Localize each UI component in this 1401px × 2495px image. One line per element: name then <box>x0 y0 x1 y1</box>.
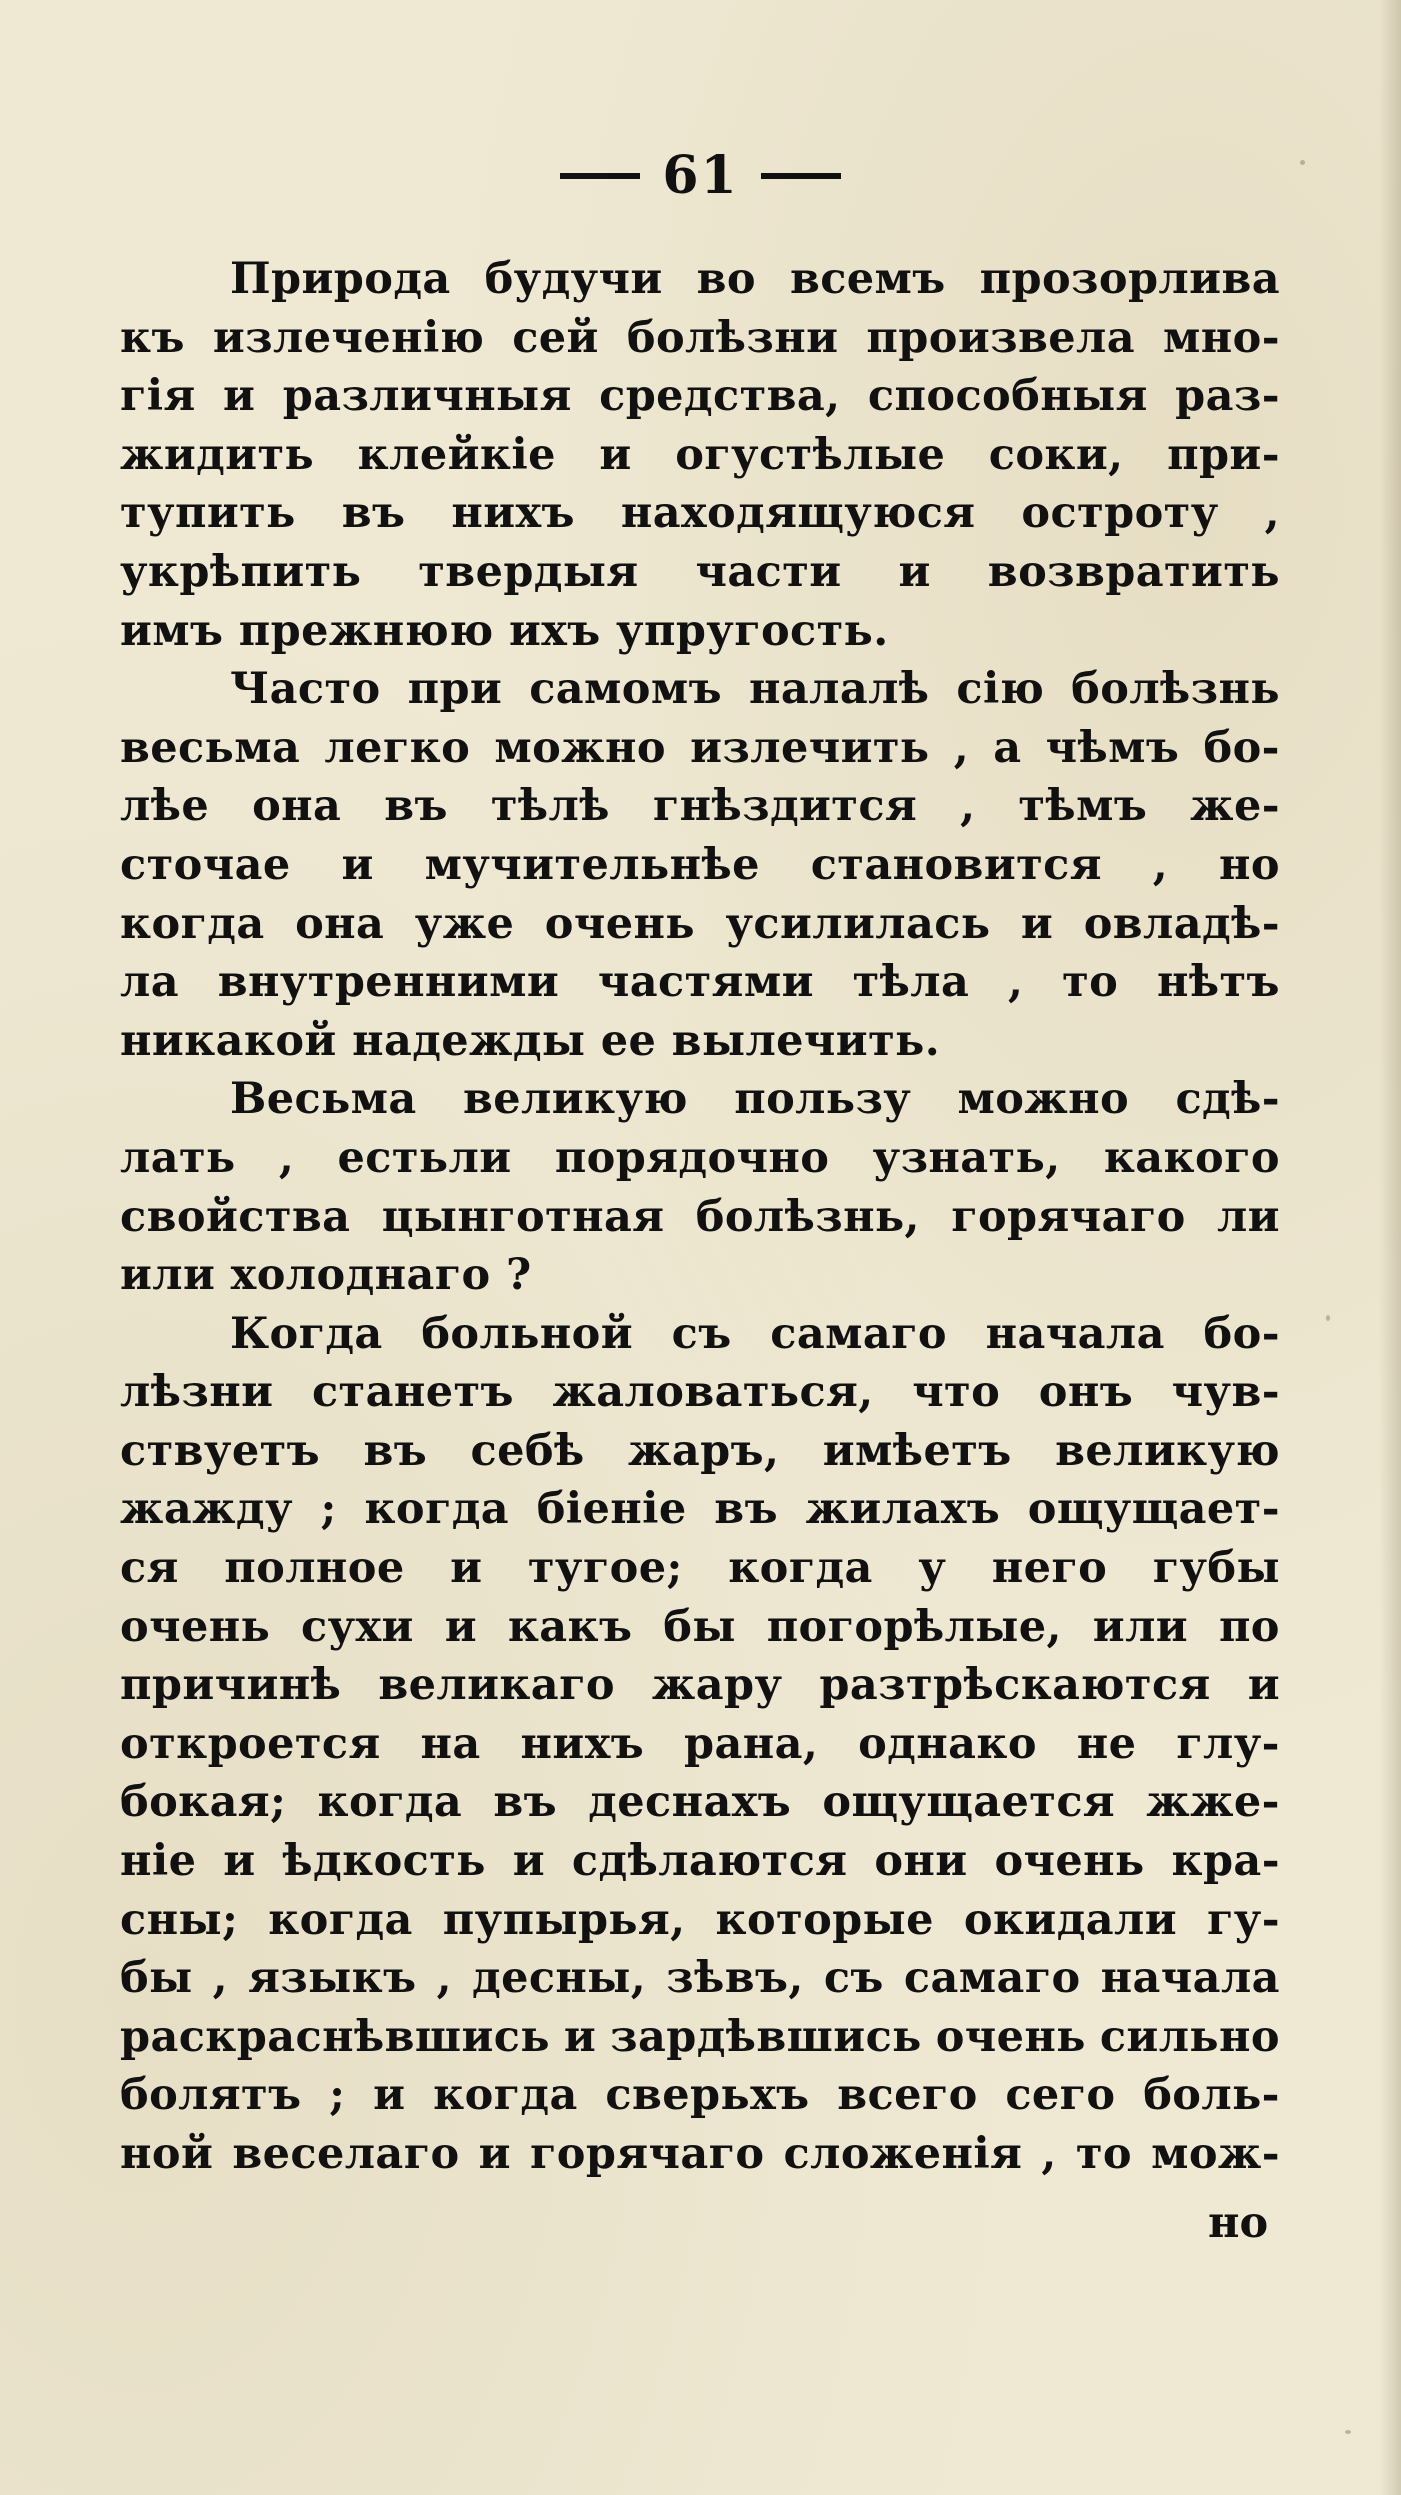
word: , <box>1008 957 1024 1008</box>
word: нiе <box>120 1836 197 1887</box>
text-line <box>120 484 1280 543</box>
word: прозорлива <box>979 254 1280 304</box>
word: огустѣлые <box>675 429 946 480</box>
text-line <box>120 1305 1280 1364</box>
word: начала <box>1100 1953 1280 2004</box>
word: тугое; <box>527 1543 683 1594</box>
word: возвратить <box>987 546 1280 597</box>
text-line <box>120 2125 1280 2184</box>
word: ; <box>329 2070 346 2121</box>
word: боль- <box>1143 2070 1280 2121</box>
text-line <box>120 1656 1280 1715</box>
word: ѣдкость <box>282 1836 486 1887</box>
word: , <box>1264 488 1280 539</box>
word: мож- <box>1151 2129 1280 2179</box>
word: жаръ, <box>628 1425 780 1476</box>
word: сдѣлаются <box>571 1836 848 1887</box>
line-text: никакой надежды ее вылечить. <box>120 1015 941 1066</box>
word: когда <box>120 898 265 949</box>
word: налалѣ <box>748 664 930 715</box>
word: способныя <box>867 371 1148 422</box>
word: естьли <box>337 1132 512 1183</box>
word: ; <box>320 1484 337 1535</box>
word: по <box>1218 1601 1280 1652</box>
word: и <box>512 1836 546 1887</box>
word: средства, <box>599 371 841 422</box>
text-line <box>120 1188 1280 1247</box>
word: рана, <box>684 1718 819 1769</box>
word: лѣзни <box>120 1367 274 1418</box>
word: кра- <box>1171 1836 1280 1887</box>
word: откроется <box>120 1718 381 1769</box>
word: пользу <box>734 1074 912 1125</box>
word: въ <box>384 781 448 832</box>
word: горячаго <box>530 2129 765 2179</box>
word: и <box>563 2011 597 2062</box>
word: онъ <box>1038 1367 1134 1418</box>
word: не <box>1076 1718 1137 1769</box>
word: при- <box>1167 429 1280 480</box>
text-line <box>120 543 1280 602</box>
word: весьма <box>120 722 301 773</box>
word: Часто <box>230 664 381 715</box>
word: и <box>599 429 632 480</box>
word: окидали <box>963 1894 1178 1945</box>
word: можно <box>957 1074 1130 1125</box>
word: бо- <box>1203 722 1280 773</box>
word: на <box>420 1718 481 1769</box>
word: очень <box>120 1601 271 1652</box>
word: во <box>696 254 757 304</box>
word: ла <box>120 957 179 1008</box>
text-line <box>120 953 1280 1012</box>
word: ствуетъ <box>120 1425 321 1476</box>
text-line <box>120 1070 1280 1129</box>
body-text <box>120 250 1280 2184</box>
word: ли <box>1216 1191 1280 1242</box>
text-line <box>120 602 1280 661</box>
word: въ <box>341 488 406 539</box>
word: ощущается <box>822 1777 1116 1828</box>
catchword: но <box>1208 2198 1269 2248</box>
word: сухи <box>301 1601 414 1652</box>
word: уже <box>414 898 515 949</box>
word: себѣ <box>470 1425 585 1476</box>
word: она <box>295 898 385 949</box>
word: у <box>918 1543 947 1594</box>
word: великую <box>1055 1425 1280 1476</box>
text-line <box>120 1129 1280 1188</box>
word: но <box>1219 839 1280 890</box>
word: когда <box>317 1777 463 1828</box>
word: , <box>1041 2129 1057 2179</box>
word: произвела <box>866 312 1135 363</box>
word: разтрѣскаются <box>819 1660 1211 1711</box>
word: различныя <box>282 371 572 422</box>
word: ощущает- <box>1027 1484 1280 1535</box>
text-line <box>120 1832 1280 1891</box>
word: раскраснѣвшись <box>120 2011 550 2062</box>
word: сильно <box>1099 2011 1280 2062</box>
word: твердыя <box>418 546 639 597</box>
word: однако <box>858 1718 1037 1769</box>
page-header <box>0 145 1401 206</box>
word: то <box>1062 957 1119 1008</box>
word: сверьхъ <box>605 2070 810 2121</box>
paper-speck <box>1326 1315 1330 1321</box>
word: имѣетъ <box>822 1425 1012 1476</box>
word: , <box>278 1132 295 1183</box>
word: усилилась <box>725 898 991 949</box>
word: порядочно <box>554 1132 830 1183</box>
text-line <box>120 2066 1280 2125</box>
word: Весьма <box>230 1074 417 1125</box>
word: пупырья, <box>442 1894 686 1945</box>
word: зѣвъ, <box>666 1953 804 2004</box>
word: гнѣздится <box>652 781 918 832</box>
word: погорѣлые, <box>766 1601 1062 1652</box>
word: бiенiе <box>536 1484 687 1535</box>
word: жаловаться, <box>552 1367 874 1418</box>
word: сложенiя <box>783 2129 1023 2179</box>
text-line <box>120 1773 1280 1832</box>
word: великаго <box>378 1660 615 1711</box>
paper-speck <box>1345 2430 1351 2434</box>
text-line <box>120 660 1280 719</box>
word: и <box>373 2070 406 2121</box>
word: , <box>436 1953 452 2004</box>
word: жже- <box>1146 1777 1280 1828</box>
word: бы <box>663 1601 736 1652</box>
word: и <box>450 1543 483 1594</box>
text-line <box>120 836 1280 895</box>
word: болятъ <box>120 2070 302 2121</box>
text-line <box>120 1246 1280 1305</box>
word: находящуюся <box>620 488 976 539</box>
text-line <box>120 777 1280 836</box>
word: начала <box>985 1308 1165 1359</box>
text-line <box>120 1480 1280 1539</box>
word: ся <box>120 1543 179 1594</box>
word: въ <box>493 1777 558 1828</box>
word: и <box>478 2129 511 2179</box>
word: излечить <box>690 722 930 773</box>
word: всемъ <box>789 254 946 304</box>
page-number: 61 <box>662 145 739 206</box>
word: излеченiю <box>212 312 485 363</box>
word: внутренними <box>217 957 560 1008</box>
word: клейкiе <box>357 429 556 480</box>
word: тѣлѣ <box>490 781 610 832</box>
word: губы <box>1152 1543 1280 1594</box>
word: цынготная <box>381 1191 665 1242</box>
word: и <box>1247 1660 1280 1711</box>
word: станетъ <box>311 1367 514 1418</box>
word: съ <box>823 1953 884 2004</box>
text-line <box>120 719 1280 778</box>
word: жару <box>651 1660 783 1711</box>
word: , <box>960 781 976 832</box>
word: гiя <box>120 371 196 422</box>
word: сей <box>512 312 599 363</box>
word: веселаго <box>232 2129 460 2179</box>
word: больной <box>421 1308 634 1359</box>
text-line <box>120 1012 1280 1071</box>
word: тѣла <box>852 957 970 1008</box>
word: и <box>341 839 374 890</box>
word: , <box>212 1953 229 2004</box>
word: которые <box>715 1894 934 1945</box>
word: болѣзнь <box>1071 664 1280 715</box>
word: жидить <box>120 429 315 480</box>
word: сточае <box>120 839 291 890</box>
word: самаго <box>770 1308 947 1359</box>
word: горячаго <box>951 1191 1186 1242</box>
word: и <box>223 1836 256 1887</box>
word: когда <box>268 1894 413 1945</box>
word: и <box>223 371 256 422</box>
word: мно- <box>1163 312 1280 363</box>
word: чѣмъ <box>1045 722 1180 773</box>
word: очень <box>994 1836 1145 1887</box>
word: какъ <box>507 1601 633 1652</box>
word: укрѣпить <box>120 546 362 597</box>
word: сего <box>1005 2070 1116 2121</box>
text-line <box>120 1715 1280 1774</box>
paper-speck <box>1300 160 1305 165</box>
word: соки, <box>988 429 1124 480</box>
word: же- <box>1190 781 1280 832</box>
word: въ <box>363 1425 428 1476</box>
word: или <box>1092 1601 1189 1652</box>
word: и <box>1020 898 1054 949</box>
word: сiю <box>956 664 1045 715</box>
text-line <box>120 1891 1280 1950</box>
word: будучи <box>484 254 663 304</box>
text-line <box>120 1539 1280 1598</box>
word: зардѣвшись <box>610 2011 922 2062</box>
word: десны, <box>472 1953 647 2004</box>
word: , <box>1152 839 1169 890</box>
word: что <box>912 1367 1001 1418</box>
word: становится <box>810 839 1102 890</box>
text-line <box>120 426 1280 485</box>
word: остроту <box>1021 488 1219 539</box>
word: бо- <box>1203 1308 1280 1359</box>
text-line <box>120 1949 1280 2008</box>
word: узнать, <box>872 1132 1061 1183</box>
word: то <box>1075 2129 1132 2179</box>
word: мучительнѣе <box>424 839 760 890</box>
word: жажду <box>120 1484 293 1535</box>
word: когда <box>364 1484 510 1535</box>
word: причинѣ <box>120 1660 342 1711</box>
word: него <box>991 1543 1108 1594</box>
word: самаго <box>903 1953 1081 2004</box>
text-line <box>120 2008 1280 2067</box>
text-line <box>120 895 1280 954</box>
header-dash-left <box>560 173 640 179</box>
word: можно <box>494 722 666 773</box>
word: великую <box>462 1074 688 1125</box>
word: они <box>874 1836 968 1887</box>
text-line <box>120 367 1280 426</box>
word: раз- <box>1175 371 1280 422</box>
word: тупить <box>120 488 296 539</box>
word: Природа <box>230 254 451 304</box>
text-line <box>120 250 1280 309</box>
word: нѣтъ <box>1156 957 1280 1008</box>
word: самомъ <box>529 664 723 715</box>
word: овладѣ- <box>1083 898 1280 949</box>
word: Когда <box>230 1308 383 1359</box>
word: тѣмъ <box>1018 781 1148 832</box>
word: очень <box>544 898 695 949</box>
word: при <box>407 664 503 715</box>
word: легко <box>324 722 471 773</box>
text-line <box>120 309 1280 368</box>
word: и <box>444 1601 477 1652</box>
word: когда <box>728 1543 873 1594</box>
word: глу- <box>1176 1718 1280 1769</box>
word: свойства <box>120 1191 351 1242</box>
word: она <box>252 781 342 832</box>
word: очень <box>935 2011 1086 2062</box>
word: бы <box>120 1953 193 2004</box>
word: сдѣ- <box>1175 1074 1280 1125</box>
word: лѣе <box>120 781 210 832</box>
line-text: имъ прежнюю ихъ упругость. <box>120 605 889 656</box>
word: деснахъ <box>588 1777 792 1828</box>
word: гу- <box>1207 1894 1280 1945</box>
word: ной <box>120 2129 214 2179</box>
word: частями <box>597 957 814 1008</box>
word: въ <box>714 1484 778 1535</box>
word: языкъ <box>248 1953 417 2004</box>
word: , <box>953 722 970 773</box>
word: сны; <box>120 1894 239 1945</box>
word: болѣзнь, <box>695 1191 920 1242</box>
word: какого <box>1103 1132 1280 1183</box>
line-text: или холоднаго ? <box>120 1250 532 1301</box>
word: нихъ <box>451 488 575 539</box>
word: а <box>993 722 1022 773</box>
word: полное <box>224 1543 405 1594</box>
text-line <box>120 1422 1280 1481</box>
word: жилахъ <box>805 1484 1001 1535</box>
word: части <box>695 546 842 597</box>
word: къ <box>120 312 185 363</box>
word: лать <box>120 1132 236 1183</box>
word: чув- <box>1171 1367 1280 1418</box>
word: и <box>898 546 931 597</box>
word: когда <box>433 2070 578 2121</box>
word: нихъ <box>520 1718 645 1769</box>
word: болѣзни <box>626 312 839 363</box>
text-line <box>120 1598 1280 1657</box>
word: бокая; <box>120 1777 287 1828</box>
page-edge-shadow <box>1379 0 1401 2495</box>
text-line <box>120 1363 1280 1422</box>
header-dash-right <box>761 173 841 179</box>
word: съ <box>671 1308 732 1359</box>
word: всего <box>837 2070 978 2121</box>
